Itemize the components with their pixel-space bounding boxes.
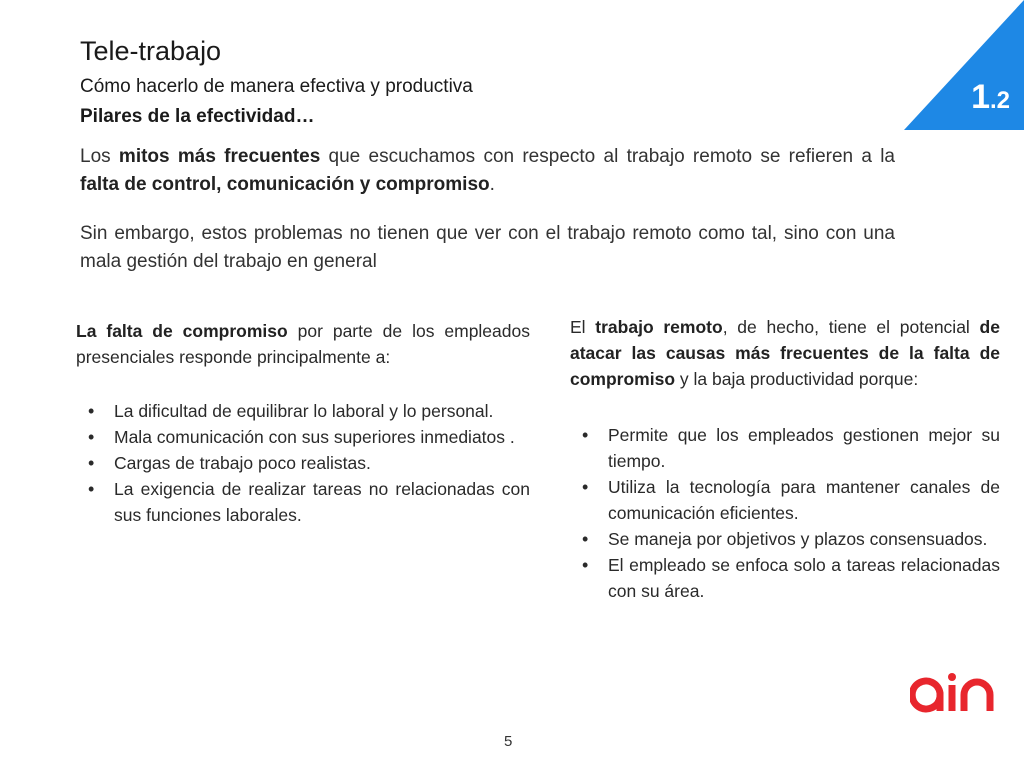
right-lead-bold: trabajo remoto <box>595 317 723 337</box>
section-number-minor: .2 <box>989 87 1010 114</box>
right-lead-paragraph <box>570 314 1000 392</box>
section-badge <box>904 0 1024 130</box>
intro-text: que escuchamos con respecto al trabajo remoto se refieren a la <box>320 146 896 167</box>
section-heading: Pilares de la efectividad… <box>80 106 315 127</box>
right-lead-text: , de hecho, tiene el potencial <box>722 317 980 337</box>
intro-text: Los <box>80 146 119 167</box>
ain-logo-icon <box>910 673 1002 715</box>
list-item: • Cargas de trabajo poco realistas. <box>76 450 530 476</box>
list-item: • La dificultad de equilibrar lo laboral y lo personal. <box>76 398 530 424</box>
right-column <box>570 314 1000 604</box>
ain-logo <box>910 673 1002 715</box>
page-subtitle: Cómo hacerlo de manera efectiva y productiva <box>80 76 473 97</box>
intro-paragraph-1 <box>80 143 895 199</box>
page-title: Tele-trabajo <box>80 36 222 66</box>
left-lead-bold: La falta de compromiso <box>76 321 288 341</box>
left-bullet-list <box>76 398 530 528</box>
left-lead-text: por parte de los empleados presenciales responde principalmente a: <box>76 321 530 367</box>
intro-paragraph-2: Sin embargo, estos problemas no tienen que ver con el trabajo remoto como tal, sino con una mala gestión del trabajo en general <box>80 223 895 272</box>
right-lead-text: y la baja productividad porque: <box>675 369 919 389</box>
list-item: • La exigencia de realizar tareas no relacionadas con sus funciones laborales. <box>76 476 530 528</box>
section-number-major: 1 <box>971 78 990 116</box>
intro-text: . <box>489 174 495 195</box>
list-item: • El empleado se enfoca solo a tareas relacionadas con su área. <box>570 552 1000 604</box>
section-number <box>971 78 1010 117</box>
page-number: 5 <box>504 733 513 750</box>
list-item: • Utiliza la tecnología para mantener canales de comunicación eficientes. <box>570 474 1000 526</box>
left-lead-paragraph <box>76 318 530 370</box>
right-bullet-list <box>570 422 1000 604</box>
intro-bold: mitos más frecuentes <box>118 146 321 167</box>
intro-bold: falta de control, comunicación y compromiso <box>80 174 490 195</box>
right-lead-text: El <box>570 317 596 337</box>
list-item: • Mala comunicación con sus superiores inmediatos . <box>76 424 530 450</box>
left-column <box>76 318 530 528</box>
list-item: • Se maneja por objetivos y plazos consensuados. <box>570 526 1000 552</box>
list-item: • Permite que los empleados gestionen mejor su tiempo. <box>570 422 1000 474</box>
right-lead-bold: de atacar las causas más frecuentes de la falta de compromiso <box>570 317 1000 389</box>
